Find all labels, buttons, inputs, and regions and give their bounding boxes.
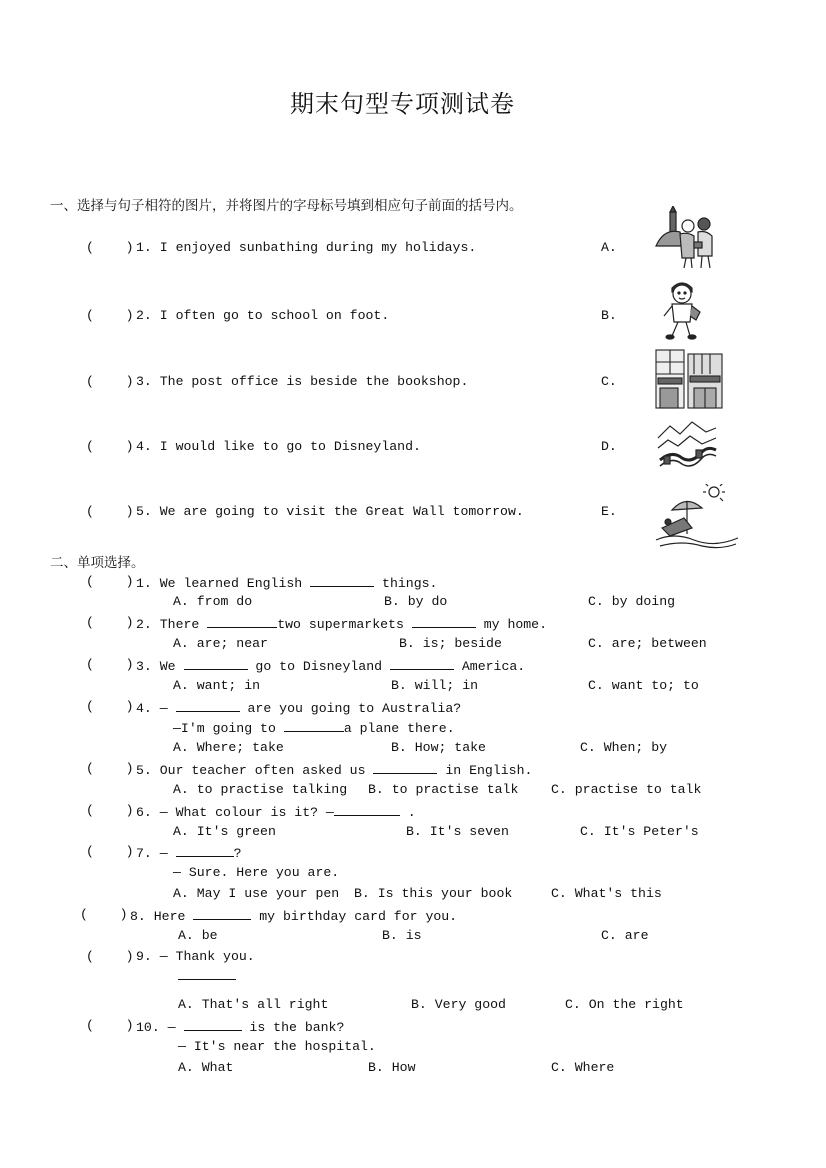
s1-sentence-1: 1. I enjoyed sunbathing during my holidays. [136, 240, 477, 255]
q5-paren[interactable]: ( ) [86, 761, 134, 776]
q1-blank[interactable] [310, 574, 374, 587]
q7-option-a[interactable]: A. May I use your pen [173, 886, 340, 901]
q8-stem: 8. Here my birthday card for you. [130, 909, 458, 924]
q7-blank[interactable] [176, 844, 234, 857]
q5-option-c[interactable]: C. practise to talk [551, 782, 702, 797]
q3-option-c[interactable]: C. want to; to [588, 678, 699, 693]
q8-option-c[interactable]: C. are [601, 928, 649, 943]
q3-blank-1[interactable] [184, 657, 248, 670]
q10-option-c[interactable]: C. Where [551, 1060, 615, 1075]
section2-heading: 二、单项选择。 [50, 555, 145, 571]
s1-paren-2[interactable]: ( ) [86, 308, 134, 323]
q1-option-b[interactable]: B. by do [384, 594, 448, 609]
s1-letter-e: E. [601, 504, 617, 519]
q1-paren[interactable]: ( ) [86, 574, 134, 589]
q7-option-c[interactable]: C. What's this [551, 886, 662, 901]
s1-sentence-4: 4. I would like to go to Disneyland. [136, 439, 421, 454]
s1-paren-5[interactable]: ( ) [86, 504, 134, 519]
q4-option-c[interactable]: C. When; by [580, 740, 668, 755]
q6-blank[interactable] [334, 803, 400, 816]
q9-option-b[interactable]: B. Very good [411, 997, 506, 1012]
q3-option-b[interactable]: B. will; in [391, 678, 479, 693]
s1-letter-c: C. [601, 374, 617, 389]
s1-sentence-3: 3. The post office is beside the bookshop. [136, 374, 469, 389]
q6-option-b[interactable]: B. It's seven [406, 824, 509, 839]
q3-stem: 3. We go to Disneyland America. [136, 659, 526, 674]
great-wall-icon [656, 420, 718, 472]
q2-option-c[interactable]: C. are; between [588, 636, 707, 651]
q3-paren[interactable]: ( ) [86, 657, 134, 672]
q5-blank[interactable] [373, 761, 437, 774]
q10-stem: 10. — is the bank? [136, 1020, 345, 1035]
q3-option-a[interactable]: A. want; in [173, 678, 261, 693]
s1-letter-d: D. [601, 439, 617, 454]
shop-buildings-icon [654, 348, 724, 410]
beach-umbrella-icon [654, 484, 740, 552]
q9-paren[interactable]: ( ) [86, 949, 134, 964]
q5-option-a[interactable]: A. to practise talking [173, 782, 348, 797]
q7-stem: 7. — ? [136, 846, 242, 861]
s1-sentence-5: 5. We are going to visit the Great Wall tomorrow. [136, 504, 524, 519]
q3-blank-2[interactable] [390, 657, 454, 670]
s1-letter-a: A. [601, 240, 617, 255]
q10-option-b[interactable]: B. How [368, 1060, 416, 1075]
q10-option-a[interactable]: A. What [178, 1060, 234, 1075]
q8-blank[interactable] [193, 907, 251, 920]
q4-stem: 4. — are you going to Australia? [136, 701, 462, 716]
q10-stem-line2: — It's near the hospital. [178, 1039, 376, 1054]
q8-option-a[interactable]: A. be [178, 928, 218, 943]
s1-paren-3[interactable]: ( ) [86, 374, 134, 389]
q4-option-b[interactable]: B. How; take [391, 740, 486, 755]
q7-paren[interactable]: ( ) [86, 844, 134, 859]
q7-option-b[interactable]: B. Is this your book [354, 886, 513, 901]
sightseeing-couple-icon [654, 206, 720, 270]
q9-blank[interactable] [178, 979, 236, 980]
q1-stem: 1. We learned English things. [136, 576, 438, 591]
q5-option-b[interactable]: B. to practise talk [368, 782, 519, 797]
q10-paren[interactable]: ( ) [86, 1018, 134, 1033]
q1-option-a[interactable]: A. from do [173, 594, 253, 609]
q9-stem: 9. — Thank you. [136, 949, 255, 964]
q6-stem: 6. — What colour is it? — . [136, 805, 416, 820]
q9-option-a[interactable]: A. That's all right [178, 997, 329, 1012]
q6-paren[interactable]: ( ) [86, 803, 134, 818]
q4-blank-1[interactable] [176, 699, 240, 712]
section1-heading: 一、选择与句子相符的图片，并将图片的字母标号填到相应句子前面的括号内。 [50, 198, 523, 214]
boy-walking-icon [658, 278, 708, 342]
q2-stem: 2. There two supermarkets my home. [136, 617, 548, 632]
q2-option-b[interactable]: B. is; beside [399, 636, 502, 651]
q5-stem: 5. Our teacher often asked us in English. [136, 763, 533, 778]
q6-option-a[interactable]: A. It's green [173, 824, 276, 839]
q8-option-b[interactable]: B. is [382, 928, 422, 943]
q4-option-a[interactable]: A. Where; take [173, 740, 284, 755]
q1-option-c[interactable]: C. by doing [588, 594, 676, 609]
q4-blank-2[interactable] [284, 719, 344, 732]
q2-blank-1[interactable] [207, 615, 277, 628]
q8-paren[interactable]: ( ) [80, 907, 128, 922]
s1-sentence-2: 2. I often go to school on foot. [136, 308, 390, 323]
q2-paren[interactable]: ( ) [86, 615, 134, 630]
s1-paren-1[interactable]: ( ) [86, 240, 134, 255]
q4-paren[interactable]: ( ) [86, 699, 134, 714]
s1-letter-b: B. [601, 308, 617, 323]
q9-option-c[interactable]: C. On the right [565, 997, 684, 1012]
q6-option-c[interactable]: C. It's Peter's [580, 824, 699, 839]
q10-blank[interactable] [184, 1018, 242, 1031]
s1-paren-4[interactable]: ( ) [86, 439, 134, 454]
q7-stem-line2: — Sure. Here you are. [173, 865, 340, 880]
q2-blank-2[interactable] [412, 615, 476, 628]
q4-stem-line2: —I'm going to a plane there. [173, 721, 455, 736]
q2-option-a[interactable]: A. are; near [173, 636, 268, 651]
page-title: 期末句型专项测试卷 [290, 90, 515, 118]
